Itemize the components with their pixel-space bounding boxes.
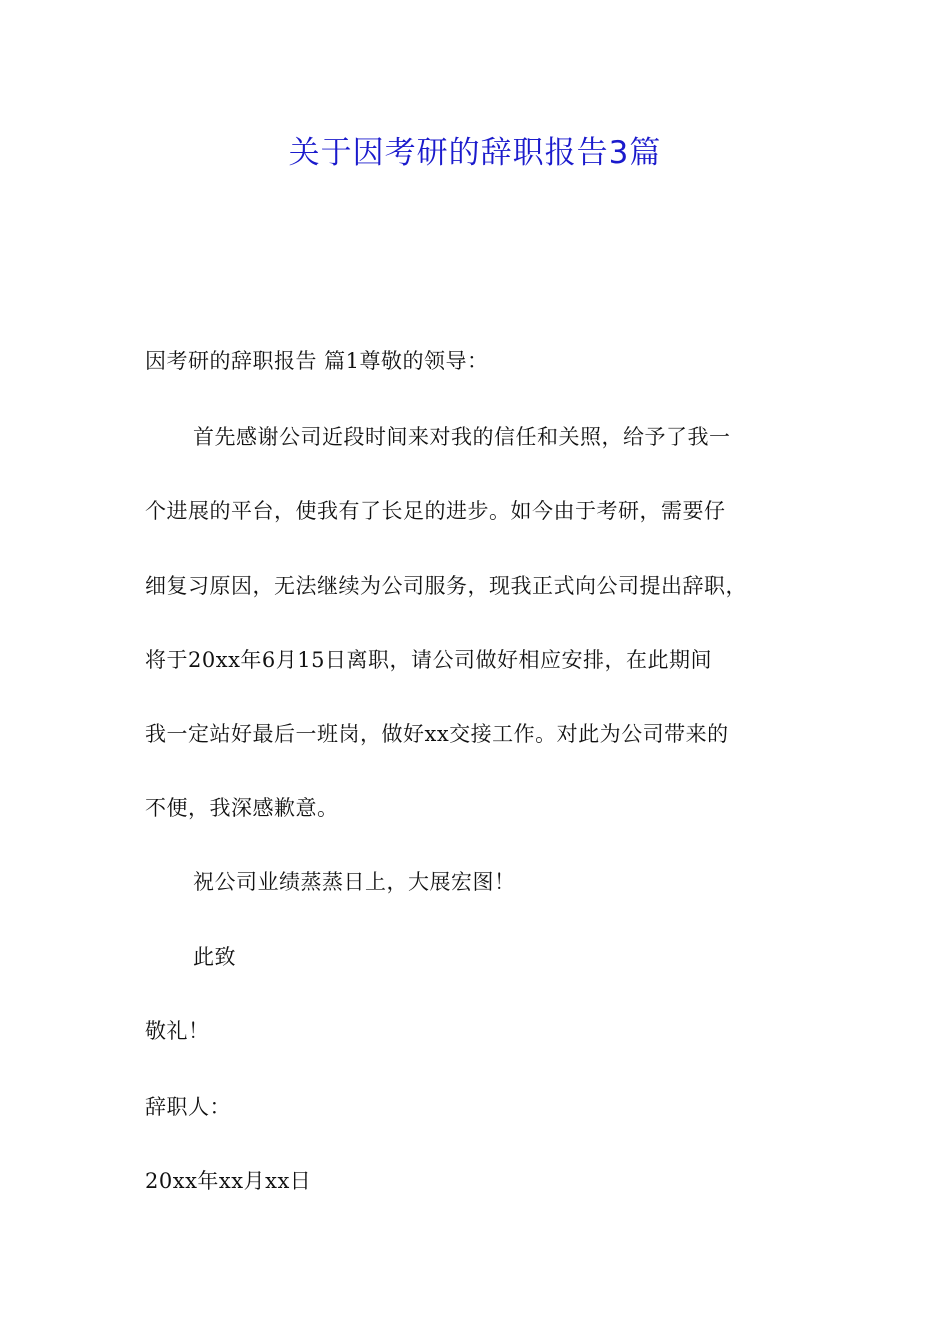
closing-line-1: 此致 <box>193 945 236 969</box>
body-line-4: 将于20xx年6月15日离职，请公司做好相应安排，在此期间 <box>145 648 712 672</box>
signer-label: 辞职人： <box>145 1095 231 1119</box>
signature-date: 20xx年xx月xx日 <box>145 1169 312 1193</box>
document-title: 关于因考研的辞职报告3篇 <box>288 135 662 171</box>
body-line-2: 个进展的平台，使我有了长足的进步。如今由于考研，需要仔 <box>145 499 726 523</box>
closing-line-2: 敬礼！ <box>145 1019 210 1043</box>
body-line-1: 首先感谢公司近段时间来对我的信任和关照，给予了我一 <box>193 425 731 449</box>
body-line-6: 不便，我深感歉意。 <box>145 796 339 820</box>
wish-line: 祝公司业绩蒸蒸日上，大展宏图！ <box>193 870 516 894</box>
heading-line: 因考研的辞职报告 篇1尊敬的领导： <box>145 349 489 373</box>
body-line-5: 我一定站好最后一班岗，做好xx交接工作。对此为公司带来的 <box>145 722 729 746</box>
body-line-3: 细复习原因，无法继续为公司服务，现我正式向公司提出辞职， <box>145 574 747 598</box>
